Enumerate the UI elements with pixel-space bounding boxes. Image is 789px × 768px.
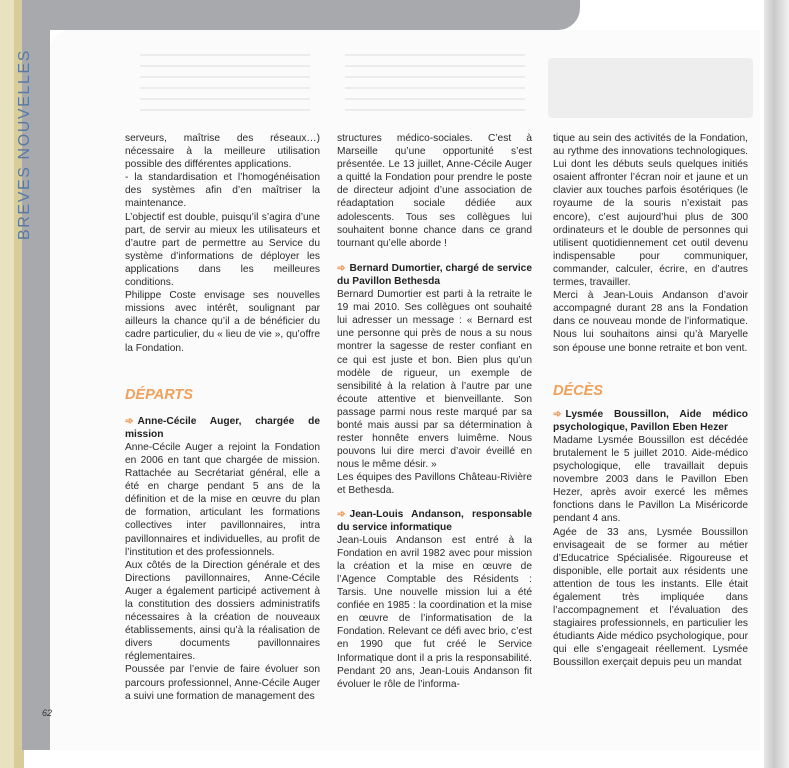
arrow-icon: ➾ bbox=[553, 408, 562, 420]
article-title-text: Bernard Dumortier, chargé de service du Pavillon Bethesda bbox=[337, 262, 532, 287]
paragraph: Anne-Cécile Auger a rejoint la Fondation en 2006 en tant que chargée de mission. Rattachée au Secrétariat général, elle a été en charge pendant 5 ans de la définition et de la mise en œuvre du plan de formation, articulant les formations collectives inter pavillonnaires, intra pavillonnaires et individuelles, au profit de l’institution et des professionnels. bbox=[125, 441, 320, 558]
bleed-through-photo bbox=[548, 58, 753, 118]
section-vertical-title: BREVES NOUVELLES bbox=[16, 49, 33, 240]
article-title bbox=[337, 508, 532, 534]
paragraph: Agée de 33 ans, Lysmée Boussillon envisageait de se former au métier d’Educatrice Spécialisée. Rigoureuse et disponible, elle portait aux résidents une attention de tous les instants. Elle était également très impliquée dans l’accompagnement et l’évaluation des stagiaires professionnels, en particulier les étudiants Aide médico psychologique, pour qui elle s’engageait réellement. Lysmée Boussillon exerçait depuis peu un mandat bbox=[553, 526, 748, 669]
paragraph: Merci à Jean-Louis Andanson d’avoir accompagné durant 28 ans la Fondation dans ce nouveau monde de l’informatique. Nous lui souhaitons ainsi qu’à Maryelle son épouse une bonne retraite et bon vent. bbox=[553, 290, 748, 354]
bleed-through-text bbox=[140, 54, 310, 114]
article-title bbox=[553, 408, 748, 434]
arrow-icon: ➾ bbox=[337, 508, 346, 520]
arrow-icon: ➾ bbox=[125, 415, 134, 427]
article-title bbox=[125, 415, 320, 441]
page-right-edge bbox=[764, 0, 789, 768]
column-2 bbox=[337, 132, 532, 691]
page-number: 62 bbox=[42, 708, 53, 718]
paragraph: - la standardisation et l’homogénéisation des systèmes afin d’en maîtriser la maintenance. bbox=[125, 172, 320, 210]
article-title bbox=[337, 262, 532, 288]
paragraph: structures médico-sociales. C’est à Marseille qu’une opportunité s’est présentée. Le 13 juillet, Anne-Cécile Auger a quitté la Fondation pour prendre le poste de directeur adjoint d’une association de réadaptation sociale dédiée aux adolescents. Tous ses collègues lui souhaitent bonne chance dans ce grand tournant qu’elle aborde ! bbox=[337, 133, 532, 249]
section-title-departs: DÉPARTS bbox=[125, 386, 193, 403]
paragraph: Bernard Dumortier est parti à la retraite le 19 mai 2010. Ses collègues ont souhaité lui adresser un message : « Bernard est une personne qui près de nous a su nous montrer la sagesse de rester confiant en ce qui est juste et bon. Bien plus qu’un modèle de rigueur, un exemple de sensibilité à la relation à l’autre par une écoute attentive et bienveillante. Son passage parmi nous reste marqué par sa bonté mais aussi par sa détermination à rester honnête envers luimême. Nous pouvons lui dire merci d’avoir éveillé en nous le même désir. » bbox=[337, 289, 532, 471]
paragraph: Aux côtés de la Direction générale et des Directions pavillonnaires, Anne-Cécile Auger a également participé activement à la constitution des dossiers administratifs nécessaires à la création de nouveaux établissements, ainsi qu’à la réalisation de divers documents pavillonnaires réglementaires. bbox=[125, 559, 320, 663]
paragraph: Jean-Louis Andanson est entré à la Fondation en avril 1982 avec pour mission la création et la mise en œuvre de l’Agence Comptable des Résidents : Tarsis. Une nouvelle mission lui a été confiée en 1985 : la coordination et la mise en œuvre de l’informatisation de la Fondation. Relevant ce défi avec brio, c’est en 1990 que fut créé le Service Informatique dont il a pris la responsabilité. Pendant 20 ans, Jean-Louis Andanson fit évoluer le rôle de l’informa- bbox=[337, 534, 532, 690]
article-title-text: Jean-Louis Andanson, responsable du service informatique bbox=[337, 508, 532, 533]
section-title-deces: DÉCÈS bbox=[553, 382, 603, 399]
paragraph: Poussée par l’envie de faire évoluer son parcours professionnel, Anne-Cécile Auger a suivi une formation de management des bbox=[125, 664, 320, 702]
paragraph: Madame Lysmée Boussillon est décédée brutalement le 5 juillet 2010. Aide-médico psychologique, elle travaillait depuis novembre 2003 dans le Pavillon Eben Hezer, après avoir exercé les mêmes fonctions dans le Pavillon La Miséricorde pendant 4 ans. bbox=[553, 434, 748, 525]
paragraph: tique au sein des activités de la Fondation, au rythme des innovations technologiques. Lui dont les débuts seuls quelques initiés osaient affronter l’écran noir et jaune et un clavier aux touches parfois ésotériques (le royaume de la souris n’existait pas encore), c’est aujourd’hui plus de 300 ordinateurs et le double de personnes qui utilisent quotidiennement cet outil devenu indispensable pour communiquer, commander, calculer, écrire, en d’autres termes, travailler. bbox=[553, 133, 748, 289]
paragraph: Philippe Coste envisage ses nouvelles missions avec intérêt, soulignant par ailleurs la chance qu’il a de bénéficier du cadre particulier, du « lieu de vie », qu’offre la Fondation. bbox=[125, 290, 320, 354]
paragraph: Les équipes des Pavillons Château-Rivière et Bethesda. bbox=[337, 472, 532, 497]
bleed-through-text bbox=[345, 54, 525, 114]
paragraph: L’objectif est double, puisqu’il s’agira d’une part, de servir au mieux les utilisateurs et d’autre part de permettre au Service du système d’informations de déployer les applications dans les meilleures conditions. bbox=[125, 211, 320, 289]
grey-top-band bbox=[22, 0, 580, 30]
arrow-icon: ➾ bbox=[337, 262, 346, 274]
article-title-text: Anne-Cécile Auger, chargée de mission bbox=[125, 415, 320, 440]
column-1 bbox=[125, 132, 320, 703]
paragraph: serveurs, maîtrise des réseaux…) nécessaire à la meilleure utilisation possible des différentes applications. bbox=[125, 133, 320, 171]
column-3 bbox=[553, 132, 748, 670]
page-gutter bbox=[0, 0, 14, 768]
article-title-text: Lysmée Boussillon, Aide médico psychologique, Pavillon Eben Hezer bbox=[553, 408, 748, 433]
